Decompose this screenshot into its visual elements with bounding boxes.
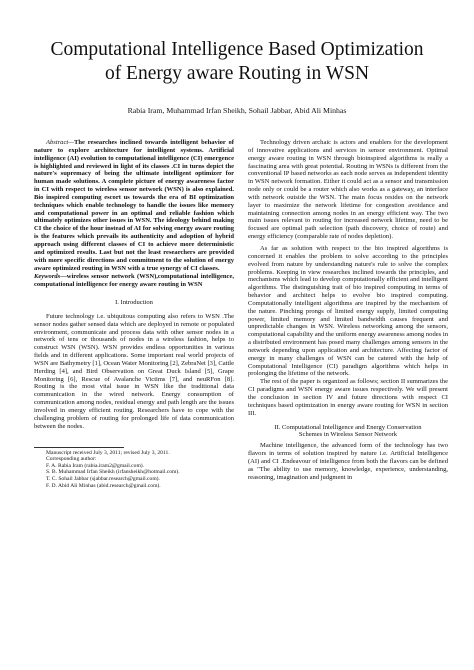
abstract-label: Abstract— [46, 139, 75, 146]
paper-title [20, 38, 454, 86]
footnote-corresponding: Corresponding author: [46, 456, 97, 463]
footnote-manuscript: Manuscript received July 3, 2011; revised July 3, 2011. [46, 449, 170, 456]
keywords-text: —wireless sensor network (WSN),computational intelligence, computational intelligence for energy aware routing in WSN [34, 273, 234, 289]
author-list: Rabia Iram, Muhammad Irfan Sheikh, Sohail Jabbar, Abid Ali Minhas [127, 106, 347, 115]
footnote-author-c: T. C. Sohail Jabbar (sjabbar.research@gmail.com). [46, 475, 160, 482]
left-column [34, 139, 234, 489]
abstract-text: The researches inclined towards intelligent behavior of nature to explore architecture for intelligent systems. Artificial intelligence (AI) evolution to computational intelligence (CI) emergence is highlighted and reviewed in light of its classes .CI in turns depict the nature's supremacy of being the ultimate intelligent optimizer for human made solutions. A complete picture of energy awareness factor in CI with respect to wireless sensor network (WSN) is also explained. Bio inspired computing escort us towards the era of BI optimization techniques which enable technology to handle the issues like memory and computational power in an optimal and reliable fashion which ultimately optimizes other issues in WSN. The ideology behind making CI the choice of the hour instead of AI for solving energy aware routing is the features which prevails its authenticity and adoption of hybrid approach using different classes of CI to achieve more deterministic and optimized results. Last but not the least researchers are provided with more specific directions and commitment to the solution of energy aware optimized routing in WSN with a true synergy of CI classes. [34, 139, 234, 272]
right-column [248, 139, 448, 481]
footnote-divider [34, 447, 124, 448]
footnotes [34, 450, 234, 490]
title-line-2: of Energy aware Routing in WSN [104, 63, 370, 84]
footnote-author-d: F. D. Abid Ali Minhas (abid.research@gmail.com). [46, 482, 161, 489]
introduction-paragraph: Future technology i.e. ubiquitous computing also refers to WSN .The sensor nodes gather sensed data which are deployed in remote or populated environment, communicate and process data with other sensor nodes in a network of tens or thousands of nodes in a wireless fashion, helps to construct WSN (WSN). WSN provides endless opportunities in various fields and in different applications. Some important real world projects of WSN are Bathymetry [1], Ocean Water Monitoring [2], ZebraNet [3], Cattle Herding [4], and Bird Observation on Great Duck Island [5], Grape Monitoring [6], Rescue of Avalanche Victims [7], and neuRFon [8]. Routing is the most vital issue in WSN like the traditional data communication in the wired network. Energy consumption of communication among nodes, residual energy and path length are the issues involved in energy efficient routing. Researchers have to cope with the challenging problem of routing for prolonged life of data communication between the nodes. [34, 312, 234, 430]
section-heading-introduction: I. Introduction [115, 299, 153, 307]
footnote-author-b: S. B. Muhammad Irfan Sheikh (irfansheikh@hotmail.com). [46, 469, 180, 476]
section-heading-2-line-1: II. Computational Intelligence and Energy Conservation [274, 423, 422, 431]
footnote-author-a: F. A. Rabia Iram (rabia.iram2@gmail.com). [46, 462, 145, 469]
title-line-1: Computational Intelligence Based Optimization [50, 39, 424, 60]
keywords [34, 273, 234, 289]
body-paragraph-3: The rest of the paper is organized as follows; section II summarizes the CI paradigms and WSN energy aware issues respectively. We will present the conclusion in section IV and future directions with respect CI techniques based optimization in energy aware routing for WSN in section III. [248, 378, 448, 417]
body-paragraph-1: Technology driven archaic is actors and enablers for the development of innovative applications and services in sensor environment. Optimal energy aware routing in WSN through bioinspired algorithms is really a fascinating area with great potential. Routing in WSNs is different from the conventional IP based networks as each node serves as independent identity in WSN network formation. Either it could act as a sensor and transmission node only or could be a router which also works as a gateway, an interface with network outside the WSN. The main focus resides on the network layer to maximize the network lifetime for congestion avoidance and maintaining connection among nodes in an energy efficient way. The two main issues relevant to routing for increased network lifetime, need to be focused are optimal path selection (path discovery, choice of route) and energy efficiency (comparable rate of nodes depletion). [248, 139, 448, 241]
keywords-label: Keywords [34, 273, 61, 281]
body-paragraph-4: Machine intelligence, the advanced form of the technology has two flavors in terms of solution inspired by nature i.e. Artificial Intelligence (AI) and CI .Endeavour of intelligence from both the flavors can be defined as "The ability to use memory, knowledge, experience, understanding, reasoning, imagination and judgment in [248, 442, 448, 481]
abstract [34, 139, 234, 272]
section-heading-2-line-2: Schemes in Wireless Sensor Network [298, 431, 398, 439]
section-heading-2 [248, 424, 448, 440]
body-paragraph-2: As far as solution with respect to the bio inspired algorithms is concerned it enables the problem to solve according to the principles evolved from nature by understanding nature's rule to solve the complex problems. Keeping in view researches inclined towards the principles, and mechanisms which lead to develop computationally efficient and intelligent algorithms. The distinguishing trait of bio inspired computing in terms of behavior and architect helps to evolve bio inspired computing. Computationally intelligent algorithms are inspired by the mechanism of the nature. Pinching prongs of limited energy supply, limited computing power, limited memory and limited bandwidth causes frequent and unpredictable changes in WSN. Wireless networking among the sensors, computational capability and the uniform energy awareness among nodes in a distributed environment has posed many challenges among sensors in the network depending upon application and architecture. Affecting factor of energy in many challenges of WSN can be catered with the help of Computational Intelligence (CI) paradigm algorithms which helps in prolonging the lifetime of the network. [248, 244, 448, 378]
